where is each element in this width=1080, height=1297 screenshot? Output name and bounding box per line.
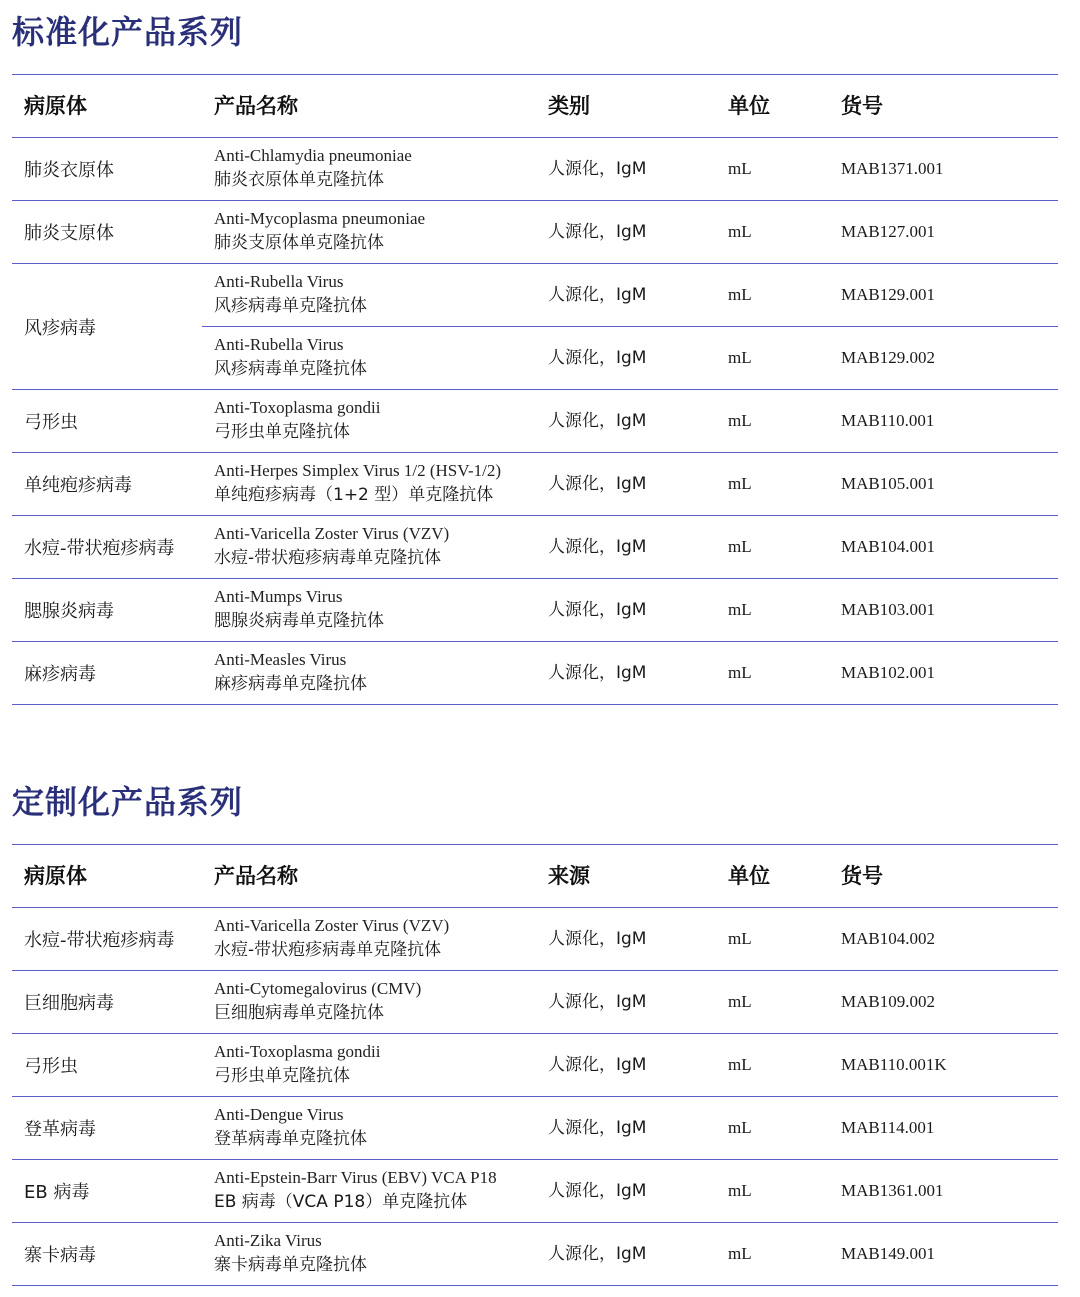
catalog-no-cell: MAB1371.001 <box>841 159 944 178</box>
unit-cell: mL <box>728 600 752 619</box>
pathogen-cell: 巨细胞病毒 <box>24 993 114 1014</box>
table-row <box>202 908 1058 970</box>
product-name-cell <box>214 913 449 963</box>
category-cell: 人源化，IgM <box>548 159 647 179</box>
header-unit: 单位 <box>728 864 770 888</box>
product-name-cell <box>214 1039 380 1089</box>
pathogen-cell: 寨卡病毒 <box>24 1245 96 1266</box>
category-cell: 人源化，IgM <box>548 663 647 683</box>
product-name-zh: 风疹病毒单克隆抗体 <box>214 296 367 316</box>
table-row <box>202 1160 1058 1222</box>
table-row <box>202 453 1058 515</box>
unit-cell: mL <box>728 663 752 682</box>
product-name-zh: EB 病毒（VCA P18）单克隆抗体 <box>214 1192 468 1212</box>
product-name-en: Anti-Dengue Virus <box>214 1105 344 1124</box>
category-cell: 人源化，IgM <box>548 411 647 431</box>
product-name-zh: 腮腺炎病毒单克隆抗体 <box>214 611 384 631</box>
pathogen-cell: 肺炎支原体 <box>24 223 114 244</box>
table-row-group <box>12 1160 1058 1223</box>
pathogen-cell: 肺炎衣原体 <box>24 160 114 181</box>
pathogen-cell: 风疹病毒 <box>24 317 96 339</box>
product-name-en: Anti-Zika Virus <box>214 1231 322 1250</box>
custom-products-table <box>12 844 1058 1286</box>
unit-cell: mL <box>728 537 752 556</box>
category-cell: 人源化，IgM <box>548 348 647 368</box>
header-category: 类别 <box>548 94 590 118</box>
category-cell: 人源化，IgM <box>548 1244 647 1264</box>
product-name-cell <box>214 1228 367 1278</box>
product-name-zh: 肺炎支原体单克隆抗体 <box>214 233 384 253</box>
product-name-zh: 巨细胞病毒单克隆抗体 <box>214 1003 384 1023</box>
table-row-group <box>12 138 1058 201</box>
product-name-cell <box>214 269 367 319</box>
table-row <box>202 201 1058 263</box>
catalog-no-cell: MAB109.002 <box>841 992 935 1011</box>
pathogen-cell: 弓形虫 <box>24 1056 78 1077</box>
header-product-name: 产品名称 <box>214 94 298 118</box>
category-cell: 人源化，IgM <box>548 474 647 494</box>
product-name-en: Anti-Toxoplasma gondii <box>214 398 381 417</box>
unit-cell: mL <box>728 929 752 948</box>
catalog-no-cell: MAB102.001 <box>841 663 935 682</box>
header-pathogen: 病原体 <box>24 864 87 888</box>
table-row-group <box>12 1097 1058 1160</box>
table-row-group <box>12 642 1058 705</box>
product-name-en: Anti-Epstein-Barr Virus (EBV) VCA P18 <box>214 1168 497 1187</box>
unit-cell: mL <box>728 474 752 493</box>
table-row <box>202 326 1058 389</box>
product-name-cell <box>214 458 501 508</box>
product-name-zh: 弓形虫单克隆抗体 <box>214 1066 350 1086</box>
product-name-en: Anti-Mycoplasma pneumoniae <box>214 209 426 228</box>
product-name-en: Anti-Varicella Zoster Virus (VZV) <box>214 916 450 935</box>
product-name-cell <box>214 143 412 193</box>
unit-cell: mL <box>728 1118 752 1137</box>
product-name-zh: 单纯疱疹病毒（1+2 型）单克隆抗体 <box>214 485 494 505</box>
table-row <box>202 138 1058 200</box>
catalog-no-cell: MAB104.001 <box>841 537 935 556</box>
table-row <box>202 516 1058 578</box>
category-cell: 人源化，IgM <box>548 537 647 557</box>
unit-cell: mL <box>728 348 752 367</box>
product-name-en: Anti-Mumps Virus <box>214 587 343 606</box>
header-pathogen: 病原体 <box>24 94 87 118</box>
category-cell: 人源化，IgM <box>548 1118 647 1138</box>
unit-cell: mL <box>728 222 752 241</box>
pathogen-cell: 腮腺炎病毒 <box>24 601 114 622</box>
category-cell: 人源化，IgM <box>548 929 647 949</box>
table-row <box>202 1097 1058 1159</box>
product-name-en: Anti-Varicella Zoster Virus (VZV) <box>214 524 450 543</box>
table-row-group <box>12 264 1058 390</box>
product-name-en: Anti-Measles Virus <box>214 650 347 669</box>
table-row <box>202 264 1058 326</box>
pathogen-cell: 登革病毒 <box>24 1119 96 1140</box>
unit-cell: mL <box>728 411 752 430</box>
table-row-group <box>12 390 1058 453</box>
product-name-cell <box>214 1102 367 1152</box>
table-row <box>202 579 1058 641</box>
product-name-cell <box>214 206 425 256</box>
catalog-no-cell: MAB104.002 <box>841 929 935 948</box>
pathogen-cell: 水痘-带状疱疹病毒 <box>24 930 175 951</box>
product-name-cell <box>214 1165 497 1215</box>
header-unit: 单位 <box>728 94 770 118</box>
catalog-no-cell: MAB129.002 <box>841 348 935 367</box>
product-name-en: Anti-Herpes Simplex Virus 1/2 (HSV-1/2) <box>214 461 502 480</box>
table-row-group <box>12 908 1058 971</box>
header-product-name: 产品名称 <box>214 864 298 888</box>
table-row-group <box>12 1223 1058 1286</box>
product-name-cell <box>214 332 367 382</box>
pathogen-cell: 单纯疱疹病毒 <box>24 475 132 496</box>
table-row-group <box>12 201 1058 264</box>
category-cell: 人源化，IgM <box>548 1181 647 1201</box>
product-name-en: Anti-Chlamydia pneumoniae <box>214 146 412 165</box>
unit-cell: mL <box>728 992 752 1011</box>
unit-cell: mL <box>728 159 752 178</box>
table-row-group <box>12 579 1058 642</box>
product-name-zh: 肺炎衣原体单克隆抗体 <box>214 170 384 190</box>
product-name-cell <box>214 395 380 445</box>
product-name-zh: 寨卡病毒单克隆抗体 <box>214 1255 367 1275</box>
category-cell: 人源化，IgM <box>548 992 647 1012</box>
table-row <box>202 642 1058 704</box>
table-row-group <box>12 1034 1058 1097</box>
catalog-no-cell: MAB110.001K <box>841 1055 947 1074</box>
category-cell: 人源化，IgM <box>548 285 647 305</box>
table-row <box>202 1223 1058 1285</box>
product-name-cell <box>214 976 421 1026</box>
catalog-no-cell: MAB127.001 <box>841 222 935 241</box>
catalog-no-cell: MAB110.001 <box>841 411 935 430</box>
unit-cell: mL <box>728 1055 752 1074</box>
product-name-en: Anti-Rubella Virus <box>214 335 344 354</box>
pathogen-cell: 水痘-带状疱疹病毒 <box>24 538 175 559</box>
header-catalog-no: 货号 <box>841 94 883 118</box>
table-header <box>12 75 1058 138</box>
unit-cell: mL <box>728 285 752 304</box>
table-row <box>202 1034 1058 1096</box>
product-name-zh: 弓形虫单克隆抗体 <box>214 422 350 442</box>
product-name-en: Anti-Toxoplasma gondii <box>214 1042 381 1061</box>
table-row-group <box>12 971 1058 1034</box>
table-row-group <box>12 453 1058 516</box>
header-source: 来源 <box>548 864 590 888</box>
table-header <box>12 845 1058 908</box>
section-title-standard: 标准化产品系列 <box>12 13 244 51</box>
product-name-cell <box>214 584 384 634</box>
pathogen-cell: EB 病毒 <box>24 1182 90 1203</box>
unit-cell: mL <box>728 1244 752 1263</box>
pathogen-cell: 弓形虫 <box>24 412 78 433</box>
table-row-group <box>12 516 1058 579</box>
table-row <box>202 390 1058 452</box>
catalog-no-cell: MAB149.001 <box>841 1244 935 1263</box>
category-cell: 人源化，IgM <box>548 600 647 620</box>
standard-products-table <box>12 74 1058 705</box>
product-name-zh: 麻疹病毒单克隆抗体 <box>214 674 367 694</box>
category-cell: 人源化，IgM <box>548 1055 647 1075</box>
catalog-no-cell: MAB129.001 <box>841 285 935 304</box>
product-name-cell <box>214 521 449 571</box>
pathogen-cell: 麻疹病毒 <box>24 664 96 685</box>
catalog-no-cell: MAB1361.001 <box>841 1181 944 1200</box>
section-title-custom: 定制化产品系列 <box>12 783 244 821</box>
product-name-en: Anti-Rubella Virus <box>214 272 344 291</box>
category-cell: 人源化，IgM <box>548 222 647 242</box>
header-catalog-no: 货号 <box>841 864 883 888</box>
unit-cell: mL <box>728 1181 752 1200</box>
catalog-no-cell: MAB103.001 <box>841 600 935 619</box>
catalog-no-cell: MAB105.001 <box>841 474 935 493</box>
product-name-cell <box>214 647 367 697</box>
product-name-zh: 风疹病毒单克隆抗体 <box>214 359 367 379</box>
product-name-zh: 水痘-带状疱疹病毒单克隆抗体 <box>214 548 442 568</box>
table-row <box>202 971 1058 1033</box>
product-name-zh: 登革病毒单克隆抗体 <box>214 1129 367 1149</box>
product-name-en: Anti-Cytomegalovirus (CMV) <box>214 979 422 998</box>
catalog-no-cell: MAB114.001 <box>841 1118 935 1137</box>
product-name-zh: 水痘-带状疱疹病毒单克隆抗体 <box>214 940 442 960</box>
